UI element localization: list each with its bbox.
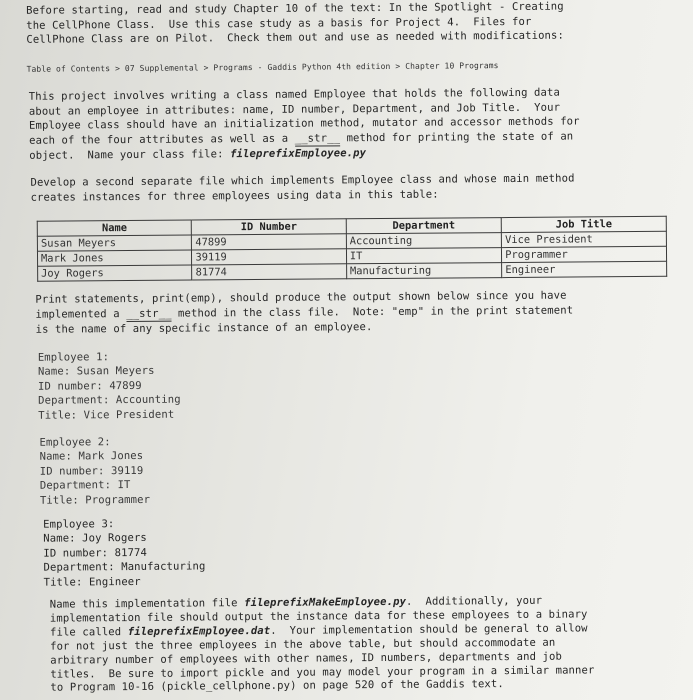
breadcrumb bbox=[27, 60, 499, 76]
impl-line: implementation file should output the instance data for these employees to a binary bbox=[49, 608, 588, 625]
employee-table bbox=[37, 216, 667, 282]
output-title: Title: Engineer bbox=[43, 575, 141, 589]
sample-output-employee-2 bbox=[39, 435, 150, 508]
output-department: Department: Accounting bbox=[38, 393, 181, 407]
sample-output-employee-1 bbox=[38, 350, 181, 423]
output-name: Name: Mark Jones bbox=[39, 450, 144, 464]
intro-line: the CellPhone Class. Use this case study as a basis for Project 4. Files for bbox=[26, 15, 532, 32]
binary-file-name: fileprefixEmployee.dat bbox=[127, 624, 271, 638]
impl-line: to Program 10-16 (pickle_cellphone.py) on page 520 of the Gaddis text. bbox=[50, 678, 504, 695]
output-title: Title: Vice President bbox=[38, 408, 175, 422]
cell-job-title: Engineer bbox=[502, 261, 667, 277]
output-id: ID number: 39119 bbox=[39, 464, 144, 478]
output-name: Name: Susan Meyers bbox=[37, 365, 155, 379]
intro-line: CellPhone Class are on Pilot. Check them out and use as needed with modifications: bbox=[26, 29, 565, 46]
column-header-name: Name bbox=[37, 220, 192, 236]
breadcrumb-item-toc[interactable]: Table of Contents bbox=[26, 64, 111, 74]
output-title: Title: Programmer bbox=[39, 493, 151, 507]
str-method-name: __str__ bbox=[295, 131, 340, 147]
develop-paragraph bbox=[30, 171, 574, 204]
project-line: object. Name your class file: bbox=[29, 148, 231, 163]
column-header-id: ID Number bbox=[192, 219, 347, 235]
cell-id: 39119 bbox=[192, 249, 347, 265]
output-heading: Employee 2: bbox=[39, 436, 111, 449]
print-line: is the name of any specific instance of an employee. bbox=[35, 321, 373, 336]
print-line: method in the class file. Note: "emp" in the print statement bbox=[171, 304, 574, 320]
breadcrumb-item-supplemental[interactable]: 07 Supplemental bbox=[124, 63, 199, 74]
implementation-paragraph bbox=[50, 594, 595, 696]
cell-department: Manufacturing bbox=[346, 263, 502, 279]
cell-name: Joy Rogers bbox=[38, 265, 193, 281]
breadcrumb-separator: > bbox=[203, 63, 209, 73]
cell-job-title: Vice President bbox=[502, 231, 667, 247]
intro-paragraph bbox=[26, 0, 564, 48]
output-heading: Employee 3: bbox=[43, 518, 115, 531]
column-header-department: Department bbox=[346, 218, 502, 234]
output-id: ID number: 47899 bbox=[37, 379, 142, 393]
implementation-file-name: fileprefixMakeEmployee.py bbox=[244, 595, 407, 610]
class-file-name: fileprefixEmployee.py bbox=[230, 147, 367, 161]
project-line: This project involves writing a class named Employee that holds the following data bbox=[28, 86, 560, 103]
output-heading: Employee 1: bbox=[37, 351, 110, 364]
impl-line: Name this implementation file bbox=[49, 597, 245, 611]
impl-line: . Additionally, your bbox=[405, 594, 543, 608]
output-department: Department: Manufacturing bbox=[43, 560, 206, 574]
impl-line: . Your implementation should be general to allow bbox=[270, 622, 588, 637]
project-description bbox=[29, 85, 580, 163]
develop-line: Develop a second separate file which implements Employee class and whose main method bbox=[30, 172, 575, 189]
breadcrumb-separator: > bbox=[115, 64, 121, 74]
cell-name: Susan Meyers bbox=[37, 235, 192, 251]
project-line: about an employee in attributes: name, ID number, Department, and Job Title. Your bbox=[28, 101, 561, 118]
column-header-job-title: Job Title bbox=[501, 216, 666, 232]
breadcrumb-item-programs[interactable]: Programs - Gaddis Python 4th edition bbox=[213, 61, 391, 73]
output-department: Department: IT bbox=[39, 479, 131, 492]
sample-output-employee-3 bbox=[43, 516, 206, 589]
intro-line: Before starting, read and study Chapter 10 of the text: In the Spotlight - Creating bbox=[26, 0, 564, 17]
project-line: each of the four attributes as well as a bbox=[29, 132, 295, 147]
breadcrumb-item-chapter-10[interactable]: Chapter 10 Programs bbox=[405, 61, 499, 71]
breadcrumb-separator: > bbox=[395, 61, 401, 71]
impl-line: for not just the three employees in the above table, but should accommodate an bbox=[50, 636, 556, 653]
cell-department: IT bbox=[346, 248, 502, 264]
project-line: Employee class should have an initialization method, mutator and accessor methods for bbox=[28, 115, 580, 132]
impl-line: file called bbox=[49, 625, 128, 639]
print-line: implemented a bbox=[35, 307, 127, 321]
output-name: Name: Joy Rogers bbox=[43, 532, 147, 546]
cell-name: Mark Jones bbox=[37, 250, 192, 266]
cell-id: 47899 bbox=[192, 234, 347, 250]
print-description bbox=[35, 289, 573, 338]
project-line: method for printing the state of an bbox=[340, 130, 574, 145]
str-method-name: __str__ bbox=[126, 306, 171, 322]
print-line: Print statements, print(emp), should produce the output shown below since you have bbox=[35, 289, 567, 306]
cell-job-title: Programmer bbox=[502, 246, 667, 262]
impl-line: titles. Be sure to import pickle and you may model your program in a similar manner bbox=[50, 663, 595, 681]
develop-line: creates instances for three employees using data in this table: bbox=[30, 188, 439, 204]
impl-line: arbitrary number of employees with other names, ID numbers, departments and job bbox=[50, 650, 562, 667]
output-id: ID number: 81774 bbox=[43, 546, 148, 560]
cell-department: Accounting bbox=[346, 233, 502, 249]
cell-id: 81774 bbox=[192, 264, 347, 280]
